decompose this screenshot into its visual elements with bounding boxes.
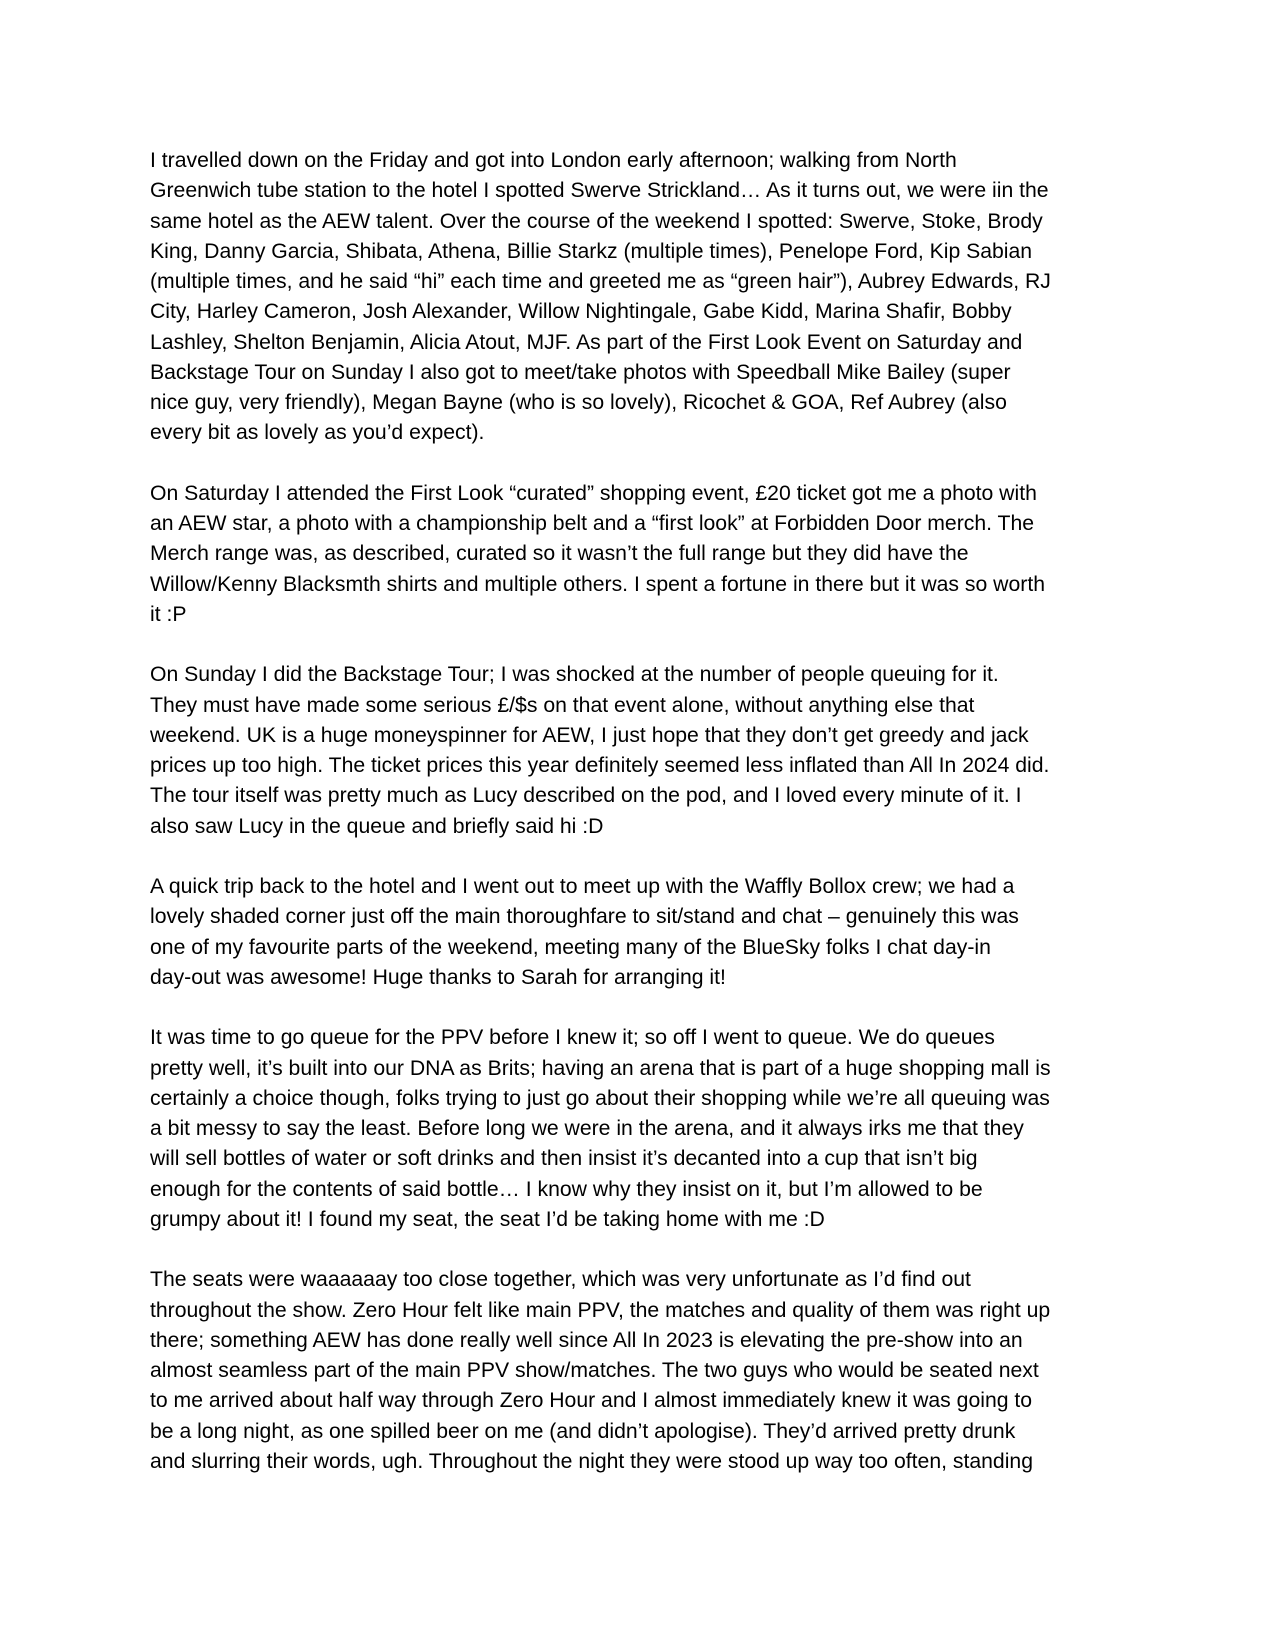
paragraph-3 — [150, 660, 1130, 842]
text-line: The tour itself was pretty much as Lucy described on the pod, and I loved every minute of it. I — [150, 784, 1022, 808]
text-line: a bit messy to say the least. Before long we were in the arena, and it always irks me that they — [150, 1117, 1024, 1140]
text-line: be a long night, as one spilled beer on me (and didn’t apologise). They’d arrived pretty drunk — [150, 1419, 1016, 1443]
text-line: Greenwich tube station to the hotel I spotted Swerve Strickland… As it turns out, we were iin the — [150, 179, 1049, 203]
text-line: The seats were waaaaaay too close together, which was very unfortunate as I’d find out — [150, 1268, 971, 1292]
text-line: and slurring their words, ugh. Throughout the night they were stood up way too often, standing — [150, 1449, 1033, 1473]
text-line: there; something AEW has done really well since All In 2023 is elevating the pre-show into an — [150, 1328, 1023, 1352]
text-line: lovely shaded corner just off the main thoroughfare to sit/stand and chat – genuinely this was — [150, 905, 1019, 929]
text-line: King, Danny Garcia, Shibata, Athena, Billie Starkz (multiple times), Penelope Ford, Kip Sabian — [150, 239, 1033, 263]
text-line: throughout the show. Zero Hour felt like main PPV, the matches and quality of them was right up — [150, 1298, 1051, 1322]
text-line: I travelled down on the Friday and got into London early afternoon; walking from North — [150, 149, 957, 172]
text-line: enough for the contents of said bottle… I know why they insist on it, but I’m allowed to be — [150, 1177, 983, 1201]
text-line: City, Harley Cameron, Josh Alexander, Willow Nightingale, Gabe Kidd, Marina Shafir, Bobby — [150, 300, 1012, 324]
text-line: Willow/Kenny Blacksmth shirts and multiple others. I spent a fortune in there but it was so worth — [150, 572, 1045, 596]
text-line: Backstage Tour on Sunday I also got to meet/take photos with Speedball Mike Bailey (super — [150, 360, 1011, 384]
text-line: prices up too high. The ticket prices this year definitely seemed less inflated than All In 2024 did. — [150, 754, 1050, 777]
text-line: On Sunday I did the Backstage Tour; I was shocked at the number of people queuing for it. — [150, 663, 999, 687]
text-line: almost seamless part of the main PPV show/matches. The two guys who would be seated next — [150, 1359, 1039, 1382]
text-line: will sell bottles of water or soft drinks and then insist it’s decanted into a cup that isn’t big — [150, 1147, 978, 1171]
text-line: to me arrived about half way through Zero Hour and I almost immediately knew it was going to — [150, 1389, 1033, 1413]
document-body — [150, 146, 1130, 1477]
paragraph-5 — [150, 1023, 1130, 1235]
text-line: also saw Lucy in the queue and briefly said hi :D — [150, 814, 604, 838]
text-line: nice guy, very friendly), Megan Bayne (who is so lovely), Ricochet & GOA, Ref Aubrey (also — [150, 391, 1007, 414]
text-line: it :P — [150, 602, 187, 626]
paragraph-4 — [150, 872, 1130, 993]
text-line: pretty well, it’s built into our DNA as Brits; having an arena that is part of a huge shopping mall is — [150, 1056, 1051, 1080]
paragraph-1 — [150, 146, 1130, 449]
text-line: an AEW star, a photo with a championship belt and a “first look” at Forbidden Door merch. The — [150, 512, 1035, 535]
text-line: certainly a choice though, folks trying to just go about their shopping while we’re all queuing was — [150, 1086, 1050, 1110]
text-line: They must have made some serious £/$s on that event alone, without anything else that — [150, 693, 975, 717]
text-line: It was time to go queue for the PPV before I knew it; so off I went to queue. We do queues — [150, 1026, 995, 1050]
text-line: Merch range was, as described, curated so it wasn’t the full range but they did have the — [150, 542, 969, 566]
paragraph-2 — [150, 479, 1130, 630]
text-line: On Saturday I attended the First Look “curated” shopping event, £20 ticket got me a photo with — [150, 481, 1037, 505]
paragraph-6 — [150, 1265, 1130, 1477]
text-line: (multiple times, and he said “hi” each time and greeted me as “green hair”), Aubrey Edwards, RJ — [150, 270, 1051, 293]
text-line: one of my favourite parts of the weekend, meeting many of the BlueSky folks I chat day-in — [150, 935, 991, 959]
text-line: every bit as lovely as you’d expect). — [150, 421, 485, 445]
text-line: Lashley, Shelton Benjamin, Alicia Atout, MJF. As part of the First Look Event on Saturday and — [150, 330, 1023, 354]
text-line: same hotel as the AEW talent. Over the course of the weekend I spotted: Swerve, Stoke, Brody — [150, 209, 1043, 233]
text-line: day-out was awesome! Huge thanks to Sarah for arranging it! — [150, 965, 726, 989]
text-line: weekend. UK is a huge moneyspinner for AEW, I just hope that they don’t get greedy and jack — [150, 723, 1029, 747]
text-line: A quick trip back to the hotel and I went out to meet up with the Waffly Bollox crew; we had a — [150, 875, 1015, 898]
text-line: grumpy about it! I found my seat, the seat I’d be taking home with me :D — [150, 1207, 825, 1231]
